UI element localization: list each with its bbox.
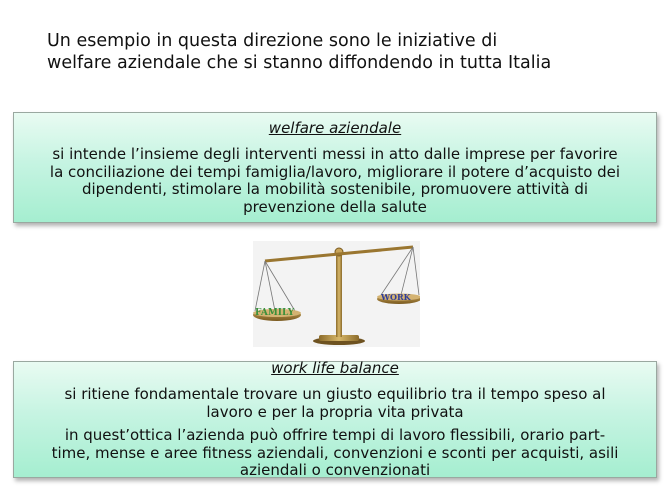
balance-box-text-1 [14,386,656,421]
balance-text-line: lavoro e per la propria vita privata [206,402,464,421]
welfare-text-line: la conciliazione dei tempi famiglia/lavoro, migliorare il potere d’acquisto dei [49,162,621,181]
work-label: WORK [381,292,411,302]
balance-scale-image [253,241,420,347]
welfare-text-line: dipendenti, stimolare la mobilità sostenibile, promuovere attività di [81,180,589,198]
balance-box-text-2 [14,427,656,480]
welfare-box-text [14,146,656,216]
welfare-text-line: prevenzione della salute [243,197,427,216]
welfare-definition-box [13,112,657,223]
balance-text-line: time, mense e aree fitness aziendali, convenzioni e sconti per acquisti, asili [51,443,619,462]
balance-text-line: aziendali o convenzionati [239,461,431,479]
balance-scale-illustration [253,241,420,347]
family-label: FAMILY [255,308,295,318]
intro-line-1: Un esempio in questa direzione sono le iniziative di [47,31,498,51]
welfare-box-title: welfare aziendale [268,119,402,137]
intro-text [47,30,647,74]
intro-line-2: welfare aziendale che si stanno diffondendo in tutta Italia [47,53,552,73]
balance-box-title: work life balance [271,359,399,377]
balance-text-line: si ritiene fondamentale trovare un giusto equilibrio tra il tempo speso al [64,385,606,403]
balance-text-line: in quest’ottica l’azienda può offrire tempi di lavoro flessibili, orario part- [64,426,606,444]
work-life-balance-box [13,361,657,478]
welfare-text-line: si intende l’insieme degli interventi messi in atto dalle imprese per favorire [52,145,618,163]
